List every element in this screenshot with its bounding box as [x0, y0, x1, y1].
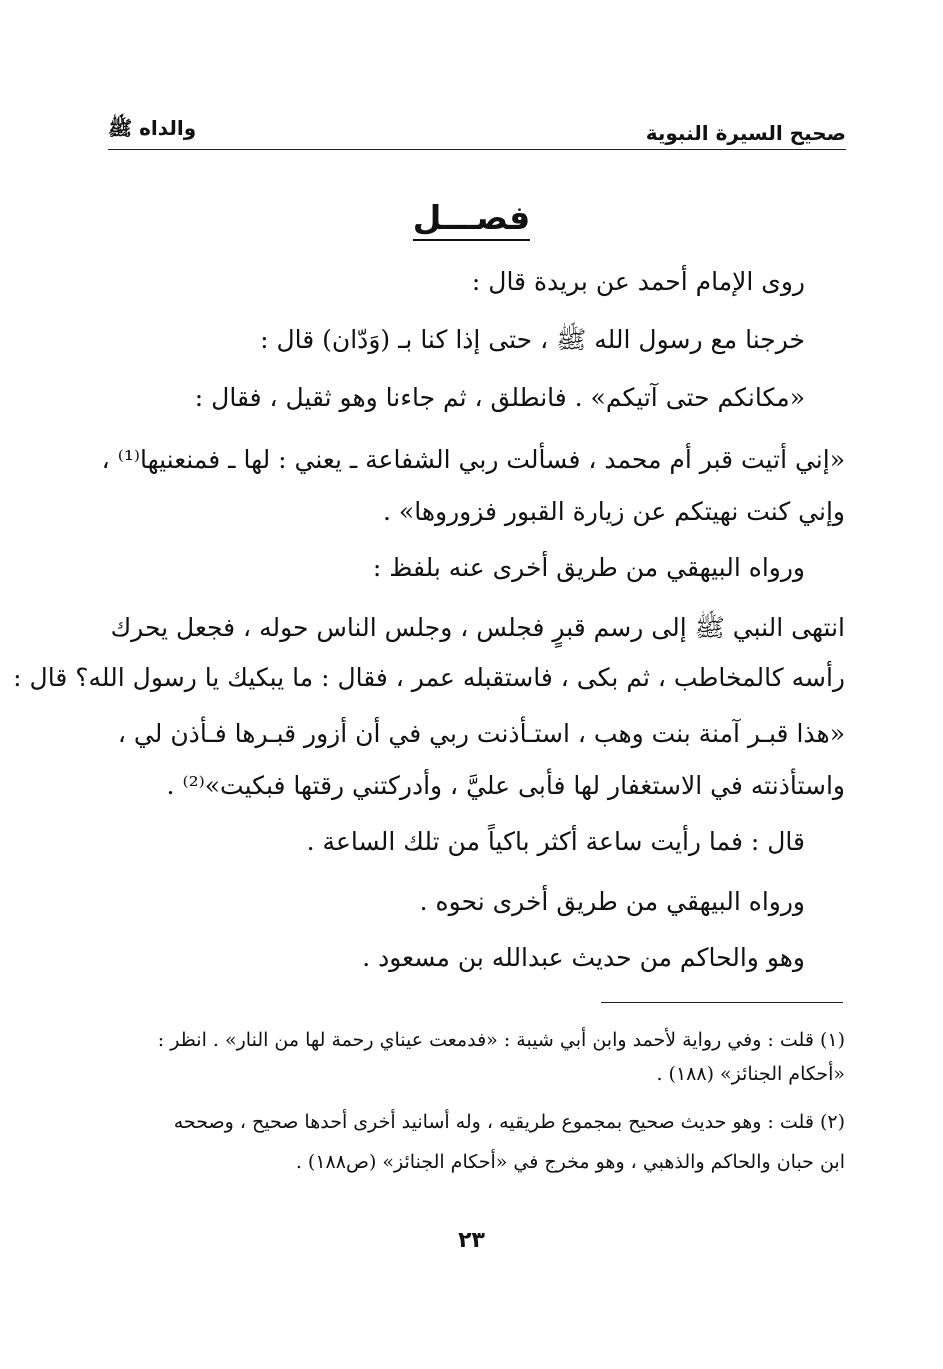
body-line: وهو والحاكم من حديث عبدالله بن مسعود . [362, 943, 805, 972]
body-line: روى الإمام أحمد عن بريدة قال : [471, 267, 805, 296]
body-line: واستأذنته في الاستغفار لها فأبى عليَّ ، وأدركتني رقتها فبكيت»⁽²⁾ . [166, 771, 845, 800]
chapter-title: والداه ﷺ [108, 116, 197, 140]
body-line: خرجنا مع رسول الله ﷺ ، حتى إذا كنا بـ (وَدّان) قال : [260, 325, 805, 354]
section-title: فصـــل [0, 198, 943, 237]
body-line: رأسه كالمخاطب ، ثم بكى ، فاستقبله عمر ، فقال : ما يبكيك يا رسول الله؟ قال : [13, 663, 845, 692]
body-line: انتهى النبي ﷺ إلى رسم قبرٍ فجلس ، وجلس الناس حوله ، فجعل يحرك [110, 613, 845, 642]
running-header [108, 112, 846, 150]
page-number: ٢٣ [458, 1228, 485, 1253]
footnote-line: (١) قلت : وفي رواية لأحمد وابن أبي شيبة : «فدمعت عيناي رحمة لها من النار» . انظر : [157, 1029, 845, 1051]
body-line: ورواه البيهقي من طريق أخرى نحوه . [419, 887, 805, 916]
body-line: «مكانكم حتى آتيكم» . فانطلق ، ثم جاءنا وهو ثقيل ، فقال : [194, 383, 805, 412]
body-line: قال : فما رأيت ساعة أكثر باكياً من تلك الساعة . [306, 827, 805, 856]
footnote-line: ابن حبان والحاكم والذهبي ، وهو مخرج في «أحكام الجنائز» (ص١٨٨) . [295, 1151, 845, 1173]
footnote-line: (٢) قلت : وهو حديث صحيح بمجموع طريقيه ، وله أسانيد أخرى أحدها صحيح ، وصححه [173, 1111, 845, 1133]
body-line: ورواه البيهقي من طريق أخرى عنه بلفظ : [372, 553, 805, 582]
footnote-separator [601, 1002, 843, 1003]
body-line: وإني كنت نهيتكم عن زيارة القبور فزوروها» . [383, 497, 845, 526]
book-title: صحيح السيرة النبوية [645, 121, 846, 145]
body-line: «إني أتيت قبر أم محمد ، فسألت ربي الشفاعة ـ يعني : لها ـ فمنعنيها⁽¹⁾ ، [101, 445, 845, 474]
footnote-line: «أحكام الجنائز» (١٨٨) . [656, 1063, 845, 1085]
body-line: «هذا قبـر آمنة بنت وهب ، استـأذنت ربي في أن أزور قبـرها فـأذن لي ، [117, 719, 845, 748]
